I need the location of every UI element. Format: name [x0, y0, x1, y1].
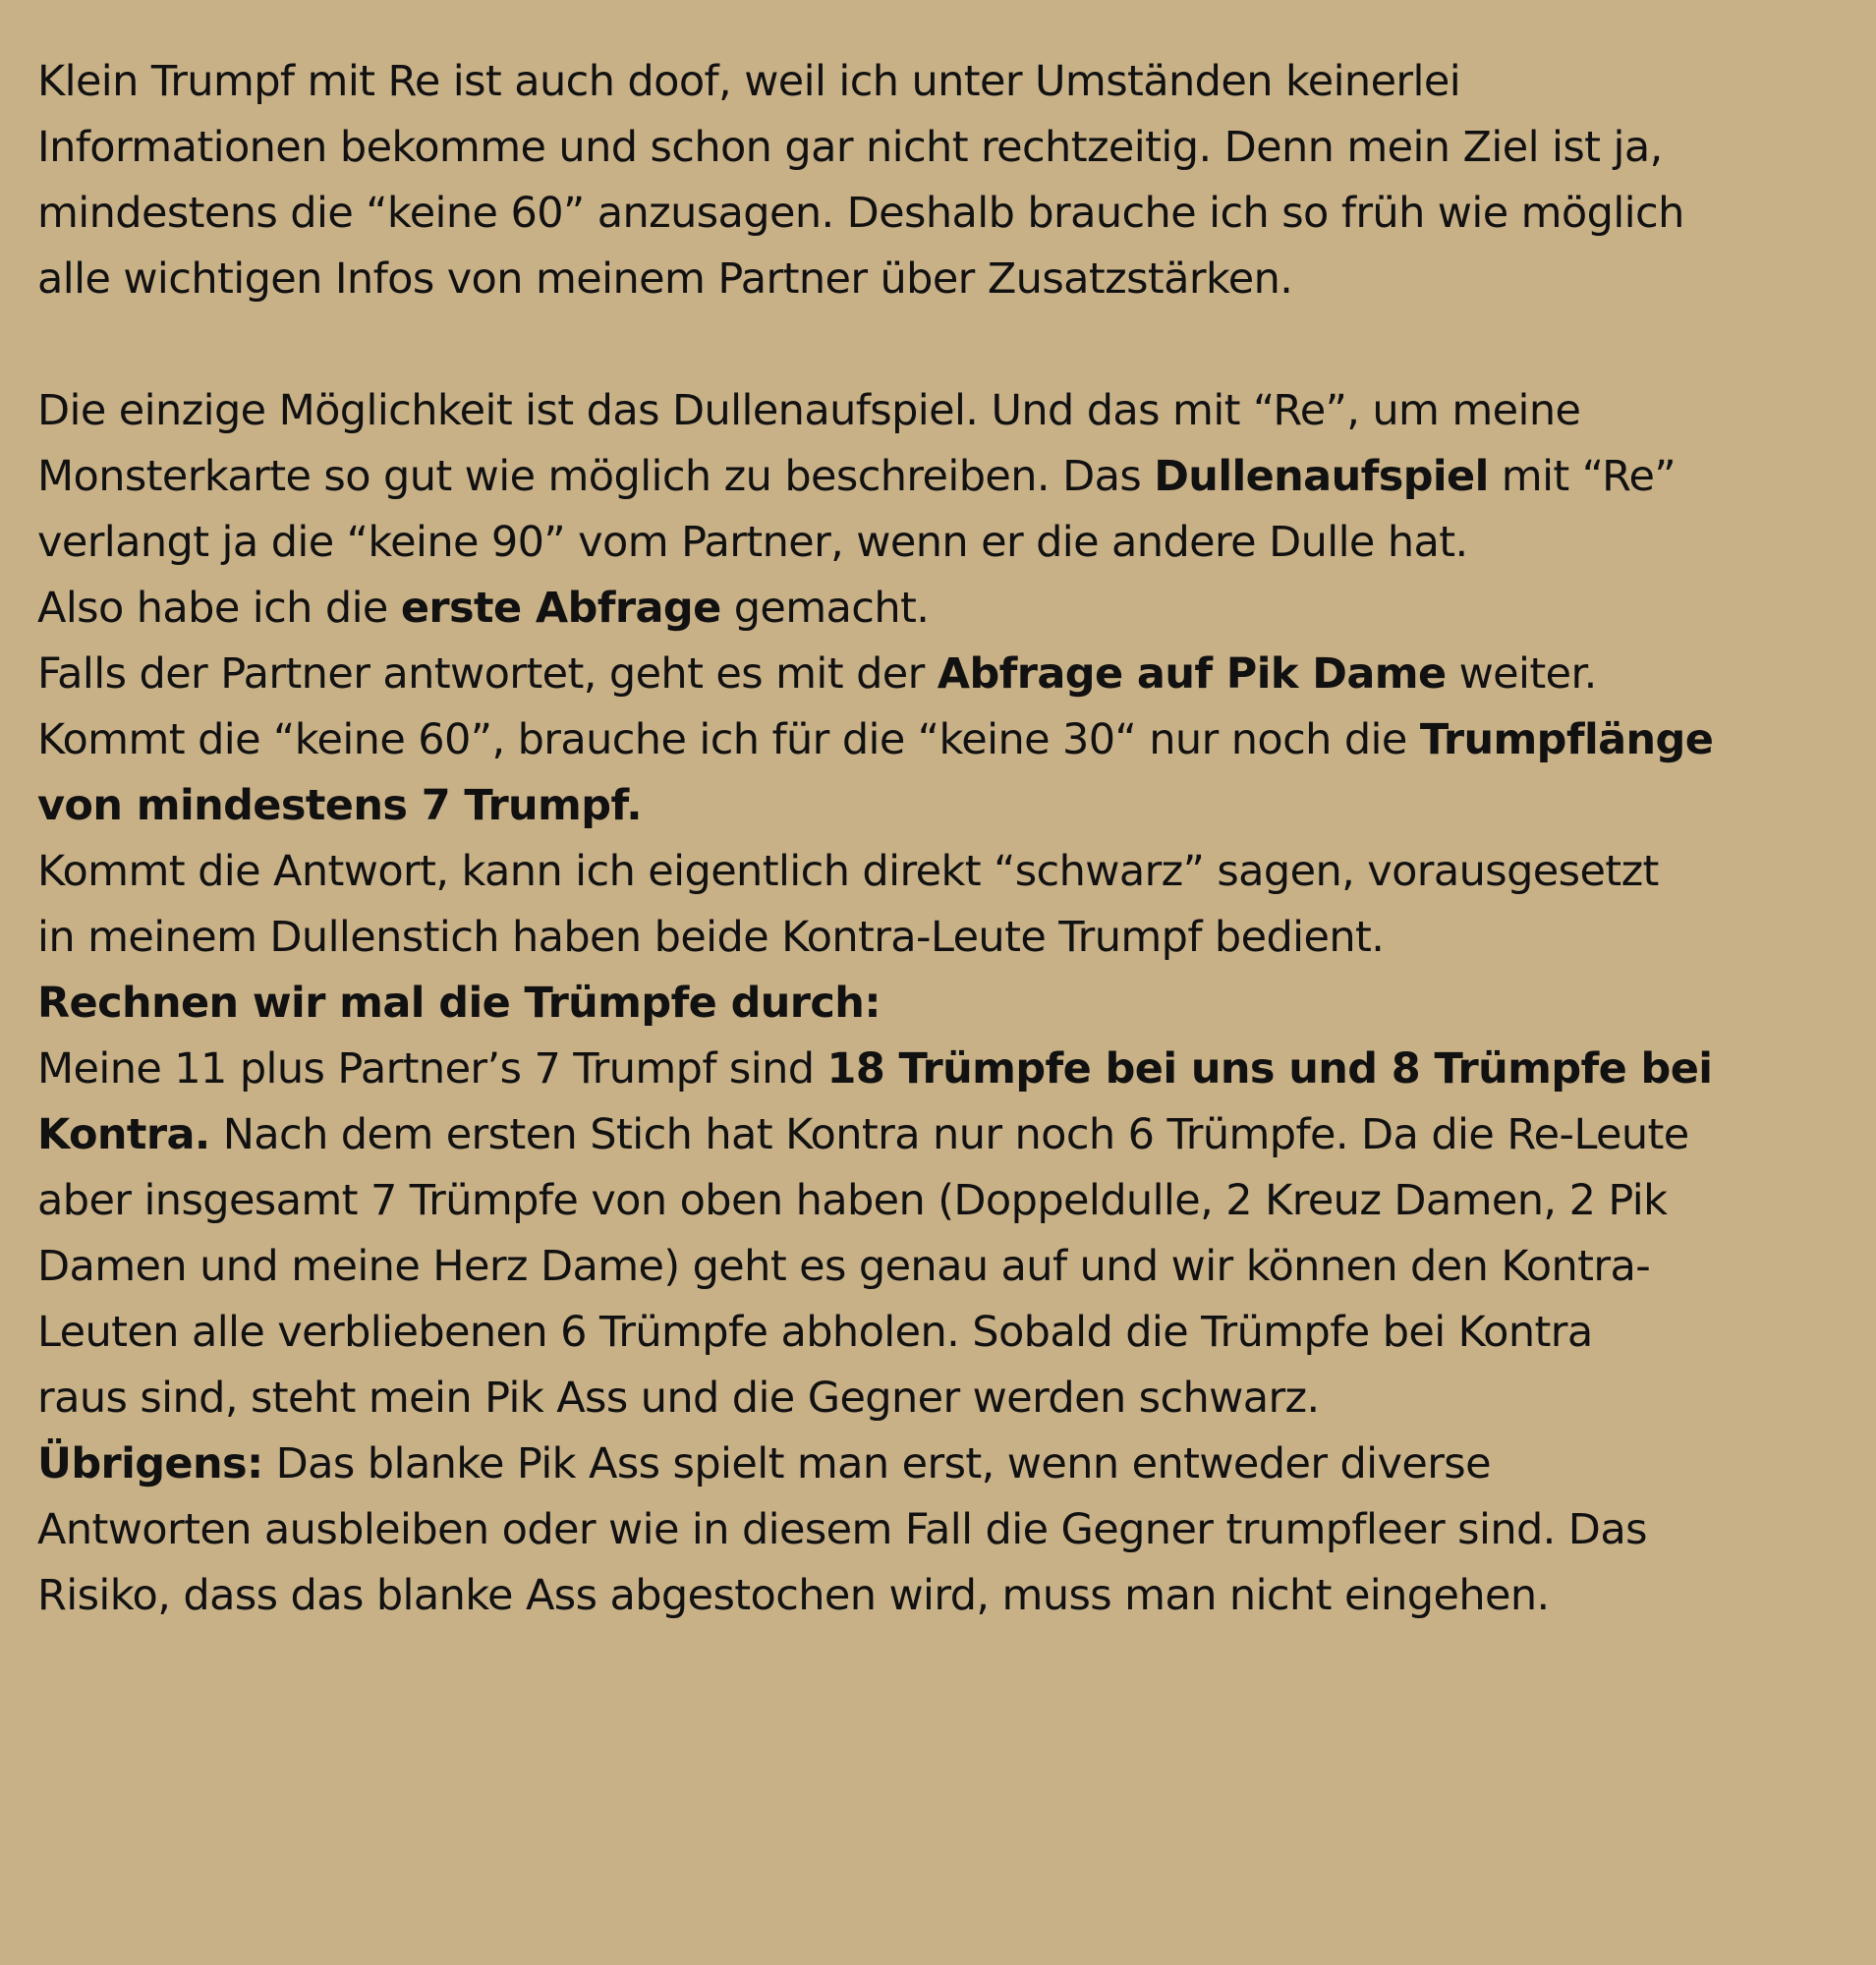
text-line: Klein Trumpf mit Re ist auch doof, weil ich unter Umständen keinerlei	[37, 57, 1461, 106]
bold-term-uebrigens: Übrigens:	[37, 1439, 263, 1488]
text-line: Risiko, dass das blanke Ass abgestochen wird, muss man nicht eingehen.	[37, 1571, 1550, 1620]
bold-heading-rechnen: Rechnen wir mal die Trümpfe durch:	[37, 979, 881, 1028]
bold-term-erste-abfrage: erste Abfrage	[400, 584, 721, 633]
text-line: Informationen bekomme und schon gar nicht rechtzeitig. Denn mein Ziel ist ja,	[37, 123, 1663, 172]
bold-term-kontra: Kontra.	[37, 1110, 210, 1159]
text-line: Kommt die Antwort, kann ich eigentlich direkt “schwarz” sagen, vorausgesetzt	[37, 847, 1659, 896]
text-segment: Nach dem ersten Stich hat Kontra nur noch 6 Trümpfe. Da die Re-Leute	[209, 1110, 1689, 1159]
text-segment: gemacht.	[720, 584, 930, 633]
paragraph-spacer	[37, 312, 1839, 378]
text-line: raus sind, steht mein Pik Ass und die Gegner werden schwarz.	[37, 1374, 1320, 1423]
text-line	[37, 1432, 1839, 1497]
text-line: Leuten alle verbliebenen 6 Trümpfe abholen. Sobald die Trümpfe bei Kontra	[37, 1308, 1593, 1357]
text-line: Die einzige Möglichkeit ist das Dullenaufspiel. Und das mit “Re”, um meine	[37, 386, 1581, 435]
text-line: alle wichtigen Infos von meinem Partner über Zusatzstärken.	[37, 254, 1293, 304]
text-line	[37, 1037, 1839, 1102]
text-line	[37, 1102, 1839, 1168]
text-line: in meinem Dullenstich haben beide Kontra-Leute Trumpf bedient.	[37, 913, 1385, 962]
text-line: aber insgesamt 7 Trümpfe von oben haben (Doppeldulle, 2 Kreuz Damen, 2 Pik	[37, 1176, 1668, 1225]
paragraph-intro	[37, 49, 1839, 312]
text-segment: weiter.	[1446, 649, 1597, 699]
text-line: mindestens die “keine 60” anzusagen. Deshalb brauche ich so früh wie möglich	[37, 189, 1684, 238]
text-line	[37, 444, 1839, 510]
text-line	[37, 576, 1839, 642]
text-line	[37, 642, 1839, 707]
text-line: verlangt ja die “keine 90” vom Partner, wenn er die andere Dulle hat.	[37, 518, 1468, 567]
text-segment: Falls der Partner antwortet, geht es mit der	[37, 649, 938, 699]
text-segment: Monsterkarte so gut wie möglich zu beschreiben. Das	[37, 452, 1155, 501]
body-text	[37, 49, 1839, 1629]
bold-term-abfrage-pik-dame: Abfrage auf Pik Dame	[937, 649, 1447, 699]
text-segment: Kommt die “keine 60”, brauche ich für die “keine 30“ nur noch die	[37, 715, 1420, 764]
bold-term-trumpflaenge: Trumpflänge	[1419, 715, 1714, 764]
bold-term-truempfe-count: 18 Trümpfe bei uns und 8 Trümpfe bei	[826, 1044, 1713, 1094]
text-segment: Das blanke Pik Ass spielt man erst, wenn entweder diverse	[262, 1439, 1491, 1488]
text-line: Damen und meine Herz Dame) geht es genau auf und wir können den Kontra-	[37, 1242, 1651, 1291]
text-segment: Also habe ich die	[37, 584, 401, 633]
text-segment: Meine 11 plus Partner’s 7 Trumpf sind	[37, 1044, 827, 1094]
bold-line-trumpflaenge: von mindestens 7 Trumpf.	[37, 781, 642, 830]
text-segment: mit “Re”	[1488, 452, 1676, 501]
paragraph-main	[37, 378, 1839, 1629]
text-line	[37, 707, 1839, 773]
bold-term-dullenaufspiel: Dullenaufspiel	[1154, 452, 1489, 501]
text-line: Antworten ausbleiben oder wie in diesem Fall die Gegner trumpfleer sind. Das	[37, 1505, 1647, 1554]
